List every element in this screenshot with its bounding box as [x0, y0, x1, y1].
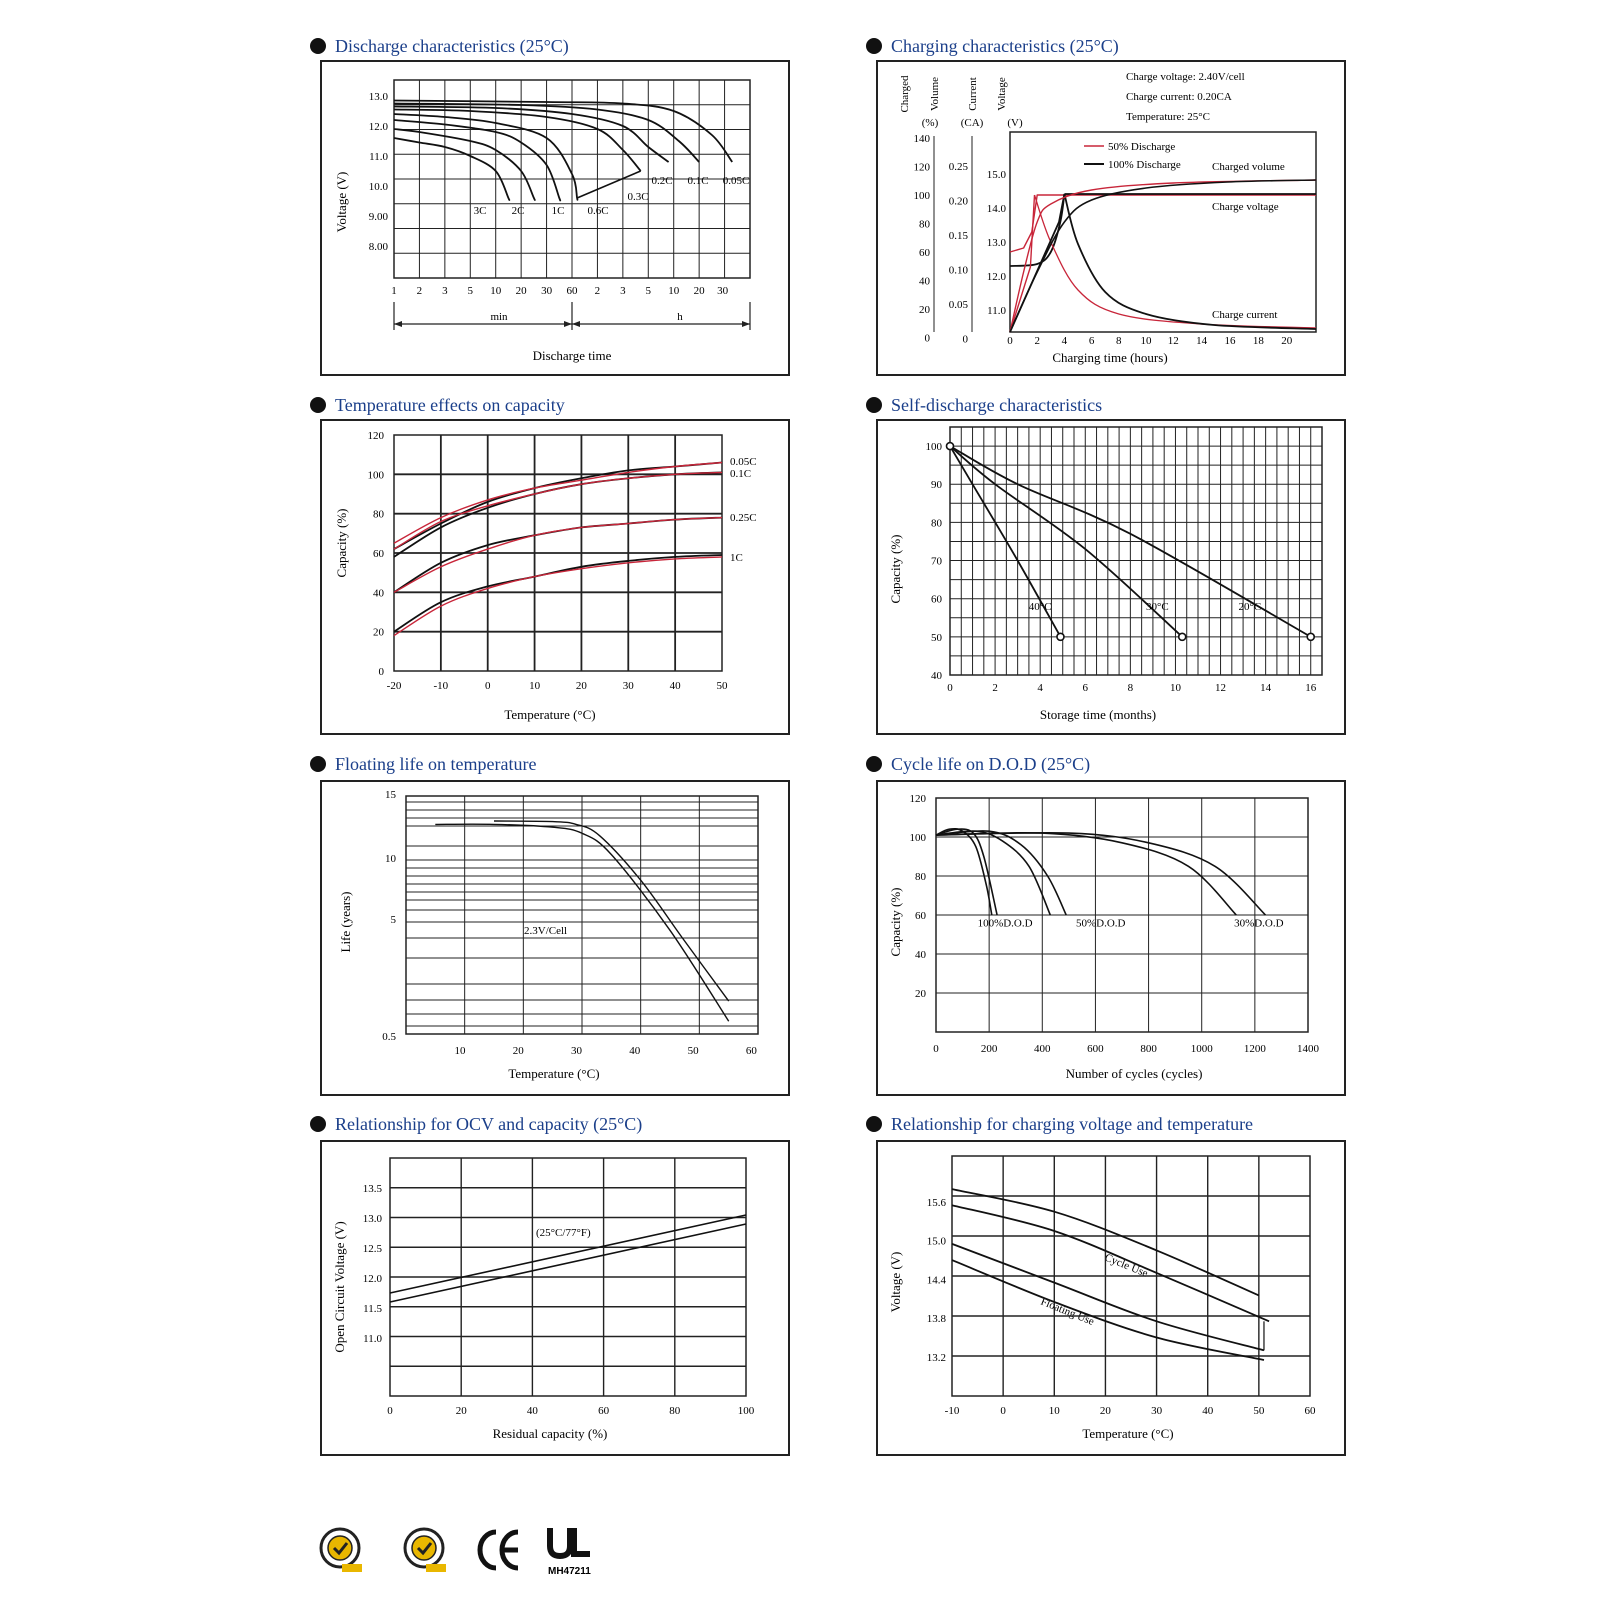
- chargevolt-ytick: 13.8: [926, 1313, 946, 1326]
- discharge-arrow-icon: [742, 321, 750, 327]
- temperature-curve-label: 1C: [730, 552, 743, 564]
- charging-ca-tick: 0.20: [948, 195, 968, 208]
- cyclelife-xlabel: Number of cycles (cycles): [1065, 1066, 1203, 1081]
- temperature-ytick: 80: [373, 508, 384, 521]
- chargevolt-label-float: Floating Use: [1038, 1295, 1096, 1328]
- charging-cond-3: Temperature: 25°C: [1126, 111, 1210, 123]
- discharge-xtick: 5: [467, 285, 474, 297]
- charging-v-tick: 11.0: [987, 305, 1006, 317]
- cyclelife-curve: [936, 831, 1050, 915]
- charging-pct-tick: 120: [913, 161, 930, 174]
- charging-unit-v: (V): [1007, 117, 1023, 129]
- discharge-unit-min: min: [490, 311, 508, 323]
- temperature-xtick: -10: [433, 680, 449, 692]
- floating-xtick: 40: [629, 1045, 641, 1057]
- discharge-xtick: 3: [620, 285, 626, 297]
- discharge-xtick: 2: [594, 285, 601, 297]
- ocv-annotation: (25°C/77°F): [536, 1227, 591, 1239]
- discharge-chart: [320, 60, 790, 376]
- selfdischarge-curve-label: 20°C: [1238, 601, 1262, 614]
- discharge-ytick: 10.0: [368, 181, 388, 193]
- charging-axis-charged: Charged: [899, 75, 911, 113]
- floating-xtick: 50: [687, 1045, 699, 1057]
- discharge-curve-label: 0.2C: [651, 175, 673, 187]
- temperature-curve-label: 0.1C: [730, 468, 752, 480]
- ocv-ytick: 12.0: [362, 1273, 382, 1285]
- charging-legend-100: 100% Discharge: [1108, 159, 1181, 171]
- ocv-xlabel: Residual capacity (%): [492, 1426, 608, 1441]
- charging-v-tick: 15.0: [986, 169, 1006, 181]
- charging-axis-volume: Volume: [929, 76, 941, 112]
- ocv-title: [310, 1112, 642, 1136]
- ocv-ytick: 11.5: [363, 1303, 382, 1315]
- cyclelife-xtick: 600: [1087, 1043, 1104, 1055]
- charging-unit-pct: (%): [921, 117, 939, 129]
- logos-svg: [318, 1524, 608, 1580]
- floating-panel: [310, 752, 790, 1102]
- discharge-ytick: 9.00: [368, 211, 388, 223]
- selfdischarge-ytick: 40: [931, 670, 942, 682]
- selfdischarge-ytick: 50: [931, 631, 942, 644]
- cyclelife-curve-label: 30%D.O.D: [1234, 917, 1284, 930]
- temperature-curve-label: 0.25C: [730, 512, 757, 524]
- selfdischarge-xtick: 12: [1215, 682, 1227, 694]
- discharge-xtick: 3: [442, 285, 448, 297]
- charging-xtick: 0: [1007, 335, 1013, 347]
- temperature-curve-0.1C: [394, 472, 722, 557]
- discharge-arrow-icon: [564, 321, 572, 327]
- ocv-svg: [322, 1142, 788, 1454]
- charging-pct-tick: 20: [919, 304, 930, 316]
- charging-xtick: 4: [1061, 335, 1068, 347]
- ocv-title-text: Relationship for OCV and capacity (25°C): [335, 1113, 643, 1134]
- discharge-arrow-icon: [572, 321, 580, 327]
- discharge-title: [310, 34, 569, 58]
- temperature-xtick: 0: [484, 680, 491, 692]
- cyclelife-curve-label: 50%D.O.D: [1075, 917, 1126, 930]
- cyclelife-curve: [936, 831, 1066, 915]
- charging-title-text: Charging characteristics (25°C): [891, 35, 1119, 56]
- selfdischarge-xlabel: Storage time (months): [1039, 707, 1157, 722]
- floating-xtick: 10: [454, 1045, 466, 1057]
- bullet-icon: [866, 1116, 882, 1132]
- selfdischarge-ytick: 80: [931, 517, 942, 530]
- floating-xtick: 60: [745, 1045, 757, 1057]
- selfdischarge-xtick: 8: [1127, 682, 1134, 694]
- charging-title: [866, 34, 1119, 58]
- selfdischarge-frame: [950, 427, 1322, 675]
- floating-ytick: 5: [390, 914, 396, 926]
- floating-ytick: 15: [385, 789, 396, 801]
- charging-legend-50: 50% Discharge: [1108, 141, 1176, 153]
- discharge-xtick: 1: [391, 285, 397, 297]
- selfdischarge-xtick: 6: [1082, 682, 1089, 694]
- temperature-ytick: 0: [378, 666, 384, 678]
- charging-xtick: 18: [1252, 335, 1264, 347]
- charging-ca-tick: 0.15: [948, 230, 968, 242]
- discharge-curve-0.6C: [394, 114, 577, 200]
- ocv-ytick: 13.0: [362, 1213, 382, 1225]
- charging-pct-tick: 140: [913, 133, 930, 145]
- temperature-ytick: 40: [373, 587, 384, 600]
- charging-axis-current: Current: [967, 77, 979, 111]
- cyclelife-xtick: 200: [980, 1043, 998, 1055]
- temperature-curve-label: 0.05C: [730, 456, 757, 468]
- selfdischarge-xtick: 14: [1260, 682, 1272, 694]
- selfdischarge-panel: [866, 393, 1350, 741]
- charging-xtick: 10: [1140, 335, 1152, 347]
- cyclelife-svg: [878, 782, 1344, 1094]
- chargevolt-xlabel: Temperature (°C): [1082, 1426, 1174, 1441]
- floating-series-label: 2.3V/Cell: [524, 925, 568, 937]
- cyclelife-curve: [936, 829, 992, 915]
- charging-xtick: 16: [1224, 335, 1236, 347]
- floating-title-text: Floating life on temperature: [335, 753, 537, 774]
- selfdischarge-ylabel: Capacity (%): [888, 534, 903, 604]
- selfdischarge-origin: [947, 443, 954, 450]
- ocv-ytick: 12.5: [362, 1243, 382, 1255]
- chargevolt-ytick: 15.0: [926, 1235, 946, 1248]
- charging-xlabel: Charging time (hours): [1052, 350, 1168, 365]
- cyclelife-title-text: Cycle life on D.O.D (25°C): [891, 753, 1091, 774]
- cyclelife-xtick: 1000: [1190, 1043, 1213, 1055]
- cyclelife-xtick: 1400: [1297, 1043, 1319, 1055]
- discharge-xtick: 60: [566, 285, 578, 297]
- chargevolt-title: [866, 1112, 1253, 1136]
- charging-pct-tick: 80: [919, 218, 930, 231]
- discharge-arrow-icon: [394, 321, 402, 327]
- cyclelife-ytick: 40: [915, 949, 926, 961]
- discharge-xtick: 10: [668, 285, 680, 297]
- cyclelife-ytick: 20: [915, 988, 926, 1000]
- selfdischarge-xtick: 2: [992, 682, 998, 694]
- temperature-svg: [322, 421, 788, 733]
- cyclelife-curve: [936, 833, 1266, 915]
- discharge-title-text: Discharge characteristics (25°C): [335, 35, 569, 56]
- discharge-curve-label: 0.6C: [587, 205, 609, 217]
- discharge-curve-2C: [394, 129, 535, 200]
- ocv-ytick: 13.5: [362, 1183, 382, 1195]
- cyclelife-ytick: 60: [915, 910, 926, 922]
- discharge-xtick: 20: [693, 285, 705, 297]
- temperature-xlabel: Temperature (°C): [504, 707, 596, 722]
- cyclelife-xtick: 1200: [1243, 1043, 1266, 1055]
- bullet-icon: [310, 1116, 326, 1132]
- charging-label-current: Charge current: [1212, 309, 1278, 321]
- temperature-ytick: 60: [373, 548, 384, 560]
- floating-svg: [322, 782, 788, 1094]
- charging-label-voltage: Charge voltage: [1212, 201, 1279, 213]
- chargevolt-xtick: 20: [1099, 1405, 1111, 1417]
- sgs-iso-certification-icon: [321, 1529, 362, 1572]
- ocv-xtick: 80: [669, 1405, 681, 1417]
- charging-chart: [876, 60, 1346, 376]
- charging-xtick: 14: [1196, 335, 1208, 347]
- charging-ca-tick: 0.10: [948, 264, 968, 277]
- chargevolt-svg: [878, 1142, 1344, 1454]
- ocv-ylabel: Open Circuit Voltage (V): [332, 1221, 347, 1353]
- discharge-curve-label: 1C: [551, 205, 565, 217]
- chargevolt-xtick: 60: [1304, 1405, 1316, 1417]
- temperature-title: [310, 393, 565, 417]
- discharge-curve-label: 3C: [473, 205, 487, 217]
- discharge-xtick: 30: [717, 285, 729, 297]
- cyclelife-ytick: 120: [909, 793, 926, 805]
- temperature-panel: [310, 393, 790, 741]
- ocv-chart: [320, 1140, 790, 1456]
- temperature-xtick: 30: [622, 680, 634, 692]
- selfdischarge-xtick: 0: [947, 682, 953, 694]
- chargevolt-float-lower: [952, 1260, 1264, 1360]
- bullet-icon: [310, 756, 326, 772]
- charging-xtick: 6: [1088, 335, 1095, 347]
- floating-xtick: 20: [512, 1045, 524, 1057]
- ocv-xtick: 40: [526, 1405, 538, 1417]
- temperature-ytick: 120: [367, 430, 384, 442]
- charging-v-tick: 12.0: [986, 271, 1006, 283]
- floating-xtick: 30: [571, 1045, 583, 1057]
- bullet-icon: [866, 38, 882, 54]
- chargevolt-title-text: Relationship for charging voltage and temperature: [891, 1113, 1254, 1134]
- selfdischarge-ytick: 70: [931, 555, 942, 568]
- charging-current-50-rise: [1010, 195, 1035, 332]
- selfdischarge-title: [866, 393, 1102, 417]
- temperature-xtick: 10: [529, 680, 541, 692]
- cyclelife-panel: [866, 752, 1350, 1102]
- discharge-unit-h: h: [677, 311, 683, 323]
- charging-current-100-rise: [1010, 194, 1064, 332]
- temperature-xtick: 50: [716, 680, 728, 692]
- selfdischarge-ytick: 100: [925, 441, 942, 454]
- selfdischarge-curve-label: 30°C: [1146, 601, 1169, 614]
- discharge-ytick: 12.0: [368, 121, 388, 133]
- temperature-curve-0.05C: [394, 463, 722, 550]
- chargevolt-ytick: 15.6: [926, 1197, 946, 1209]
- floating-ytick: 0.5: [382, 1031, 396, 1043]
- charging-label-volume: Charged volume: [1212, 161, 1285, 173]
- discharge-ylabel: Voltage (V): [334, 171, 349, 233]
- discharge-xtick: 5: [645, 285, 652, 297]
- charging-ca-tick: 0: [962, 333, 968, 346]
- temperature-ytick: 100: [367, 469, 384, 482]
- temperature-curve-red-1C: [394, 557, 722, 636]
- chargevolt-chart: [876, 1140, 1346, 1456]
- ocv-xtick: 20: [455, 1405, 467, 1417]
- discharge-curve-label: 0.05C: [722, 175, 750, 187]
- temperature-xtick: 20: [575, 680, 587, 692]
- ocv-xtick: 100: [737, 1405, 755, 1417]
- charging-v-tick: 14.0: [986, 203, 1006, 215]
- chargevolt-panel: [866, 1112, 1350, 1462]
- cyclelife-title: [866, 752, 1090, 776]
- chargevolt-ytick: 14.4: [926, 1274, 946, 1287]
- selfdischarge-ytick: 90: [931, 479, 942, 492]
- charging-axis-voltage: Voltage: [996, 77, 1008, 111]
- discharge-curve-label: 2C: [511, 205, 525, 217]
- floating-chart: [320, 780, 790, 1096]
- charging-cond-1: Charge voltage: 2.40V/cell: [1126, 71, 1245, 83]
- ocv-panel: [310, 1112, 790, 1462]
- cyclelife-chart: [876, 780, 1346, 1096]
- selfdischarge-ytick: 60: [931, 593, 942, 606]
- charging-xtick: 8: [1116, 335, 1122, 347]
- bullet-icon: [310, 397, 326, 413]
- charging-panel: [866, 34, 1350, 380]
- ocv-xtick: 0: [387, 1405, 393, 1417]
- temperature-title-text: Temperature effects on capacity: [335, 394, 565, 415]
- bullet-icon: [866, 397, 882, 413]
- cyclelife-xtick: 800: [1140, 1043, 1157, 1055]
- charging-xtick: 20: [1281, 335, 1293, 347]
- cyclelife-ylabel: Capacity (%): [888, 887, 903, 957]
- charging-ca-tick: 0.05: [948, 299, 968, 311]
- sgs-iso-certification-icon: [405, 1529, 446, 1572]
- cyclelife-xtick: 400: [1034, 1043, 1051, 1055]
- charging-v-tick: 13.0: [986, 237, 1006, 249]
- floating-curve-upper: [494, 821, 729, 1001]
- ocv-xtick: 60: [598, 1405, 610, 1417]
- charging-xtick: 2: [1034, 335, 1040, 347]
- charging-pct-tick: 0: [924, 332, 930, 345]
- discharge-curve-label: 0.3C: [627, 191, 649, 203]
- temperature-ytick: 20: [373, 626, 384, 639]
- chargevolt-xtick: 40: [1202, 1405, 1214, 1417]
- selfdischarge-title-text: Self-discharge characteristics: [891, 394, 1103, 415]
- discharge-curve-label: 0.1C: [687, 175, 709, 187]
- discharge-ytick: 8.00: [368, 241, 388, 253]
- discharge-ytick: 11.0: [369, 151, 388, 163]
- cyclelife-curve-label: 100%D.O.D: [977, 917, 1033, 930]
- discharge-xtick: 2: [416, 285, 423, 297]
- chargevolt-ytick: 13.2: [926, 1351, 946, 1364]
- ul-mark-icon: [548, 1528, 591, 1577]
- temperature-chart: [320, 419, 790, 735]
- selfdischarge-xtick: 4: [1037, 682, 1043, 694]
- charging-unit-ca: (CA): [960, 117, 984, 129]
- floating-title: [310, 752, 536, 776]
- selfdischarge-xtick: 16: [1305, 682, 1317, 694]
- chargevolt-ylabel: Voltage (V): [888, 1251, 903, 1313]
- floating-ytick: 10: [385, 853, 396, 865]
- chargevolt-xtick: 0: [1000, 1405, 1006, 1417]
- temperature-curve-red-0.25C: [394, 518, 722, 593]
- cyclelife-curve: [936, 829, 997, 915]
- selfdischarge-endpoint: [1057, 633, 1064, 640]
- bullet-icon: [310, 38, 326, 54]
- chargevolt-label-cycle: Cycle Use: [1102, 1251, 1150, 1280]
- cyclelife-curve: [936, 833, 1236, 915]
- temperature-curve-0.25C: [394, 518, 722, 593]
- floating-ylabel: Life (years): [338, 891, 353, 953]
- charging-pct-tick: 60: [919, 247, 930, 259]
- certification-logos: [318, 1524, 608, 1580]
- charging-xtick: 12: [1167, 335, 1179, 347]
- discharge-panel: [310, 34, 790, 380]
- ul-mark-code: MH47211: [548, 1566, 591, 1577]
- discharge-xtick: 30: [541, 285, 553, 297]
- ocv-ytick: 11.0: [363, 1333, 382, 1345]
- cyclelife-ytick: 100: [909, 832, 926, 844]
- selfdischarge-endpoint: [1307, 633, 1314, 640]
- discharge-ytick: 13.0: [368, 91, 388, 103]
- bullet-icon: [866, 756, 882, 772]
- chargevolt-xtick: 10: [1048, 1405, 1060, 1417]
- selfdischarge-svg: [878, 421, 1344, 733]
- charging-cond-2: Charge current: 0.20CA: [1126, 91, 1232, 103]
- cyclelife-ytick: 80: [915, 871, 926, 883]
- chargevolt-xtick: -10: [944, 1405, 960, 1417]
- chargevolt-xtick: 30: [1151, 1405, 1163, 1417]
- discharge-xtick: 20: [515, 285, 527, 297]
- charging-ca-tick: 0.25: [948, 161, 968, 173]
- temperature-xtick: -20: [386, 680, 402, 692]
- charging-pct-tick: 100: [913, 190, 930, 202]
- floating-xlabel: Temperature (°C): [508, 1066, 600, 1081]
- charging-svg: [878, 62, 1344, 374]
- discharge-svg: [322, 62, 788, 374]
- chargevolt-xtick: 50: [1253, 1405, 1265, 1417]
- selfdischarge-xtick: 10: [1169, 682, 1181, 694]
- charging-pct-tick: 40: [919, 275, 930, 288]
- selfdischarge-chart: [876, 419, 1346, 735]
- discharge-xlabel: Discharge time: [532, 348, 612, 363]
- temperature-ylabel: Capacity (%): [334, 508, 349, 578]
- discharge-xtick: 10: [490, 285, 502, 297]
- cyclelife-xtick: 0: [933, 1043, 939, 1055]
- selfdischarge-endpoint: [1179, 633, 1186, 640]
- ce-mark-icon: [480, 1532, 518, 1568]
- selfdischarge-curve-label: 40°C: [1028, 601, 1052, 614]
- temperature-xtick: 40: [669, 680, 681, 692]
